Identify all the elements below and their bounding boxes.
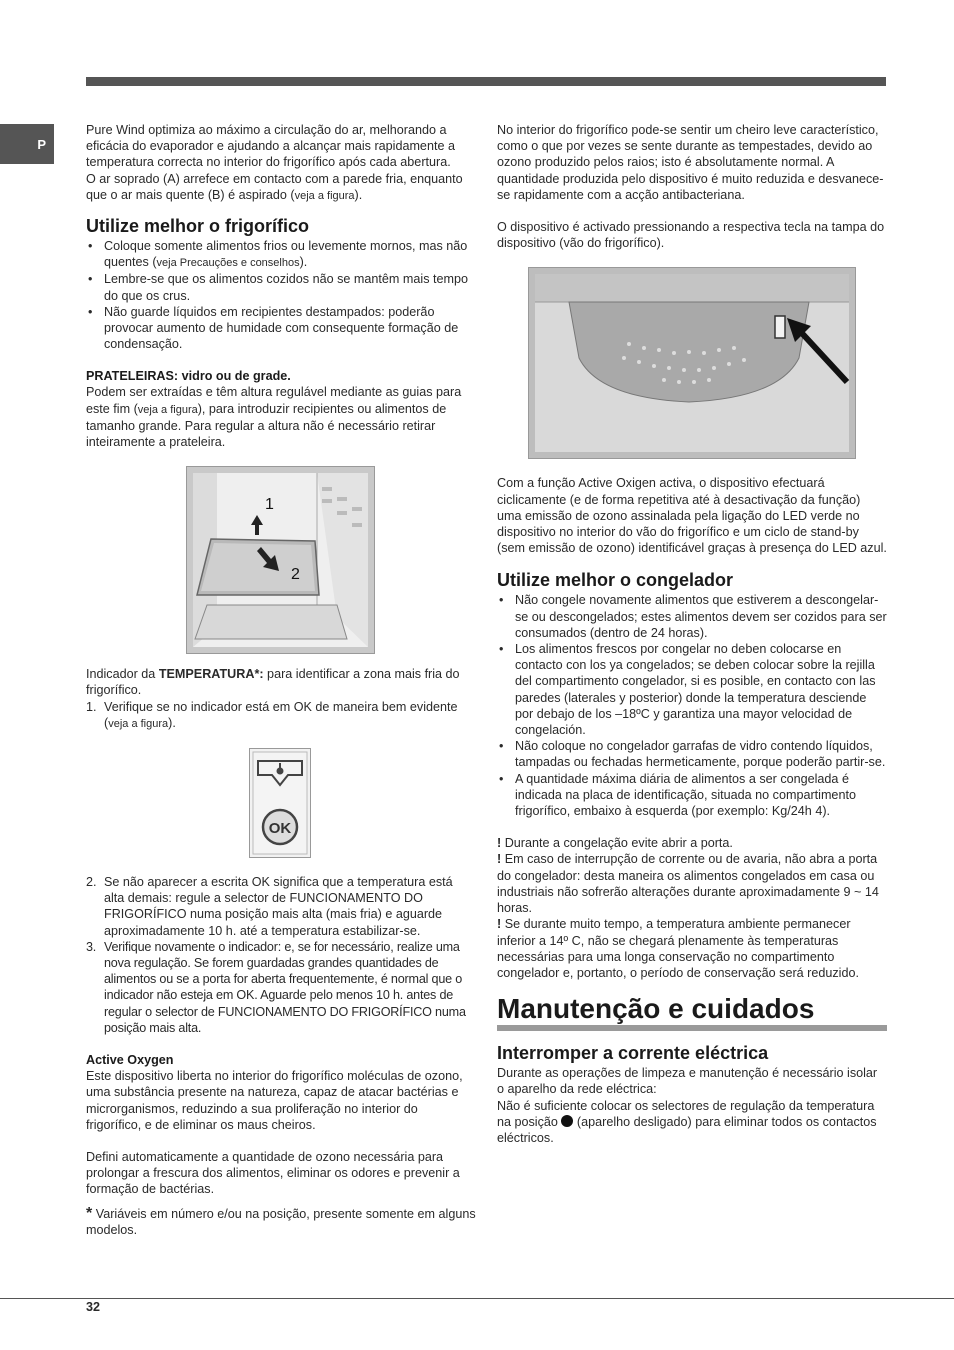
indicator-paragraph	[86, 666, 476, 698]
warning-2	[497, 851, 887, 916]
language-tab	[0, 124, 54, 164]
shelves-paragraph	[86, 384, 476, 450]
device-illustration	[529, 268, 855, 458]
freezer-tips-list	[497, 592, 887, 819]
list-item: • Los alimentos frescos por congelar no deben colocarse en contacto con los ya congelados; se deben colocar sobre la rejilla del compartimento congelador, si es posible, en contacto con las paredes (laterales y posterior) donde la temperatura desciende por debajo de los –18ºC y garantiza una mayor velocidad de congelación.	[497, 641, 887, 738]
temperature-indicator-figure	[249, 748, 311, 858]
off-position-icon	[561, 1115, 573, 1127]
active-oxygen-paragraph-1: Este dispositivo liberta no interior do frigorífico moléculas de ozono, uma substância presente na natureza, capaz de atacar bactérias e microrganismos, reduzindo a sua proliferação no interior do frigorífico, e de eliminar os maus cheiros.	[86, 1069, 463, 1132]
bottom-rule	[0, 1298, 954, 1299]
indicator-steps-2	[86, 874, 476, 1036]
air-text-end: ).	[354, 187, 363, 202]
device-activation-paragraph: O dispositivo é activado pressionando a respectiva tecla na tampa do dispositivo (vão do frigorífico).	[497, 220, 885, 251]
warning-text: Em caso de interrupção de corrente ou de avaria, não abra a porta do congelador: desta maneira os alimentos congelados em casa ou industriais não sofrerão alterações durante aproximadamente 9 ~ 14 horas.	[497, 852, 879, 916]
list-item: • A quantidade máxima diária de alimentos a ser congelada é indicada na placa de identificação, situada no compartimento frigorífico, embaixo à esquerda (por exemplo: Kg/24h 4).	[497, 771, 887, 820]
shelf-illustration	[187, 467, 374, 653]
fridge-heading: Utilize melhor o frigorífico	[86, 216, 310, 237]
footnote-text: Variáveis em número e/ou na posição, presente somente em alguns modelos.	[86, 1206, 476, 1237]
page-number: 32	[86, 1300, 101, 1314]
step-text: Verifique novamente o indicador: e, se for necessário, realize uma nova regulação. Se forem guardadas grandes quantidades de alimentos ou se a porta for aberta frequentemente, é normal que o indicador não esteja em OK. Aguarde pelo menos 10 h. antes de regular o selector de FUNCIONAMENTO DO FRIGORÍFICO numa posição mais alta.	[104, 939, 466, 1035]
ok-label: OK	[268, 820, 292, 838]
step-number: 1.	[86, 699, 97, 714]
pure-wind-paragraph: Pure Wind optimiza ao máximo a circulação do ar, melhorando a eficácia do evaporador e ajudando a alcançar mais rapidamente a temperatura correcta no interior do frigorífico após cada abertura.	[86, 123, 455, 170]
footnote-asterisk: *	[86, 1204, 93, 1222]
list-item	[86, 238, 476, 271]
list-item	[86, 304, 476, 353]
tip-text: Coloque somente alimentos frios ou levemente mornos, mas não quentes (	[104, 239, 468, 270]
tip-text: Lembre-se que os alimentos cozidos não se mantêm mais tempo do que os crus.	[104, 272, 468, 303]
warning-text: Se durante muito tempo, a temperatura ambiente permanecer inferior a 14º C, não se chegará plenamente às temperaturas necessárias para uma longa conservação no compartimento congelador e, portanto, o período de conservação será reduzido.	[497, 917, 859, 980]
step-text-end: ).	[168, 715, 176, 730]
list-item	[86, 939, 476, 1036]
list-item: • Não congele novamente alimentos que estiverem a descongelar-se ou descongelados; estes alimentos devem ser cozidos para ser consumados (dentro de 24 horas).	[497, 592, 887, 641]
power-off-heading: Interromper a corrente eléctrica	[497, 1043, 769, 1064]
active-oxygen-heading: Active Oxygen	[86, 1053, 174, 1068]
shelves-heading: PRATELEIRAS: vidro ou de grade.	[86, 369, 291, 384]
warning-text: Durante a congelação evite abrir a porta.	[501, 836, 733, 851]
step-text: Verifique se no indicador está em OK de maneira bem evidente (	[104, 699, 458, 730]
power-off-text-end: (aparelho desligado) para eliminar todos os contactos eléctricos.	[497, 1114, 877, 1145]
list-item: • Não coloque no congelador garrafas de vidro contendo líquidos, tampadas ou fechadas hermeticamente, porque poderão partir-se.	[497, 738, 887, 770]
indicator-steps-1	[86, 699, 476, 732]
tip-ref: veja Precauções e conselhos	[156, 257, 300, 270]
shelf-figure	[186, 466, 375, 654]
see-figure-ref: veja a figura	[137, 403, 198, 416]
shelves-text: Podem ser extraídas e têm altura regulável mediante as guias para este fim (	[86, 385, 462, 416]
list-item	[86, 874, 476, 939]
footnote	[86, 1206, 476, 1238]
indicator-text: Indicador da	[86, 667, 159, 682]
list-item	[86, 699, 476, 732]
active-oxygen-paragraph-2: Defini automaticamente a quantidade de ozono necessária para prolongar a frescura dos alimentos, eliminar os odores e prevenir a formação de bactérias.	[86, 1149, 460, 1197]
shelf-step-1: 1	[265, 496, 274, 514]
shelves-text-end: ), para introduzir recipientes ou alimentos de tamanho grande. Para regular a altura não é necessário retirar inteiramente a prateleira.	[86, 401, 447, 450]
warning-3	[497, 916, 887, 981]
power-off-text: Não é suficiente colocar os selectores de regulação da temperatura na posição	[497, 1098, 875, 1129]
warning-mark: !	[497, 917, 502, 932]
active-oxygen-device-figure	[528, 267, 856, 459]
step-number: 3.	[86, 939, 97, 954]
temperature-asterisk: *:	[254, 667, 264, 682]
section-title: Manutenção e cuidados	[497, 993, 887, 1031]
power-off-paragraph-1: Durante as operações de limpeza e manutenção é necessário isolar o aparelho da rede eléctrica:	[497, 1066, 878, 1097]
indicator-text-end: para identificar a zona mais fria do frigorífico.	[86, 667, 460, 698]
indicator-illustration	[250, 749, 310, 857]
warning-1	[497, 835, 887, 851]
active-oxygen-cycle-paragraph: Com a função Active Oxigen activa, o dispositivo efectuará ciclicamente (e de forma repetitiva até à desactivação da função) uma emissão de ozono assinalada pela ligação do LED verde no dispositivo no interior do vão do frigorífico e um ciclo de stand-by (sem emissão de ozono) identificável graças à presença do LED azul.	[497, 476, 887, 556]
power-off-paragraph-2	[497, 1098, 887, 1147]
warning-mark: !	[497, 836, 502, 851]
activation-key	[775, 316, 785, 338]
temperature-label: TEMPERATURA	[158, 667, 255, 682]
top-rule	[86, 77, 886, 86]
list-item	[86, 271, 476, 303]
warning-mark: !	[497, 852, 502, 867]
right-column	[497, 122, 887, 1146]
step-number: 2.	[86, 875, 97, 890]
left-column	[86, 122, 476, 1238]
see-figure-ref: veja a figura	[108, 717, 169, 730]
fridge-tips-list	[86, 238, 476, 352]
language-tab-label: P	[37, 136, 46, 152]
ozone-smell-paragraph: No interior do frigorífico pode-se sentir um cheiro leve característico, como o que por vezes se sente durante as tempestades, devido ao ozono produzido pelos raios; isto é absolutamente normal. A quantidade produzida pelo dispositivo é muito reduzida e desvanece-se rapidamente com a acção antibacteriana.	[497, 123, 884, 202]
tip-text-end: ).	[299, 255, 308, 270]
freezer-heading: Utilize melhor o congelador	[497, 570, 734, 591]
shelf-step-2: 2	[291, 566, 300, 584]
see-figure-ref: veja a figura	[294, 189, 355, 202]
tip-text: Não guarde líquidos em recipientes destampados: poderão provocar aumento de humidade com consequente formação de condensação.	[104, 304, 459, 352]
air-paragraph	[86, 171, 476, 204]
step-text: Se não aparecer a escrita OK significa que a temperatura está alta demais: regule a selector de FUNCIONAMENTO DO FRIGORÍFICO numa posição mais alta (mais fria) e aguarde aproximadamente 10 h. até a temperatura estabilizar-se.	[104, 875, 453, 938]
air-text: O ar soprado (A) arrefece em contacto com a parede fria, enquanto que o ar mais quente (B) é aspirado (	[86, 171, 463, 202]
